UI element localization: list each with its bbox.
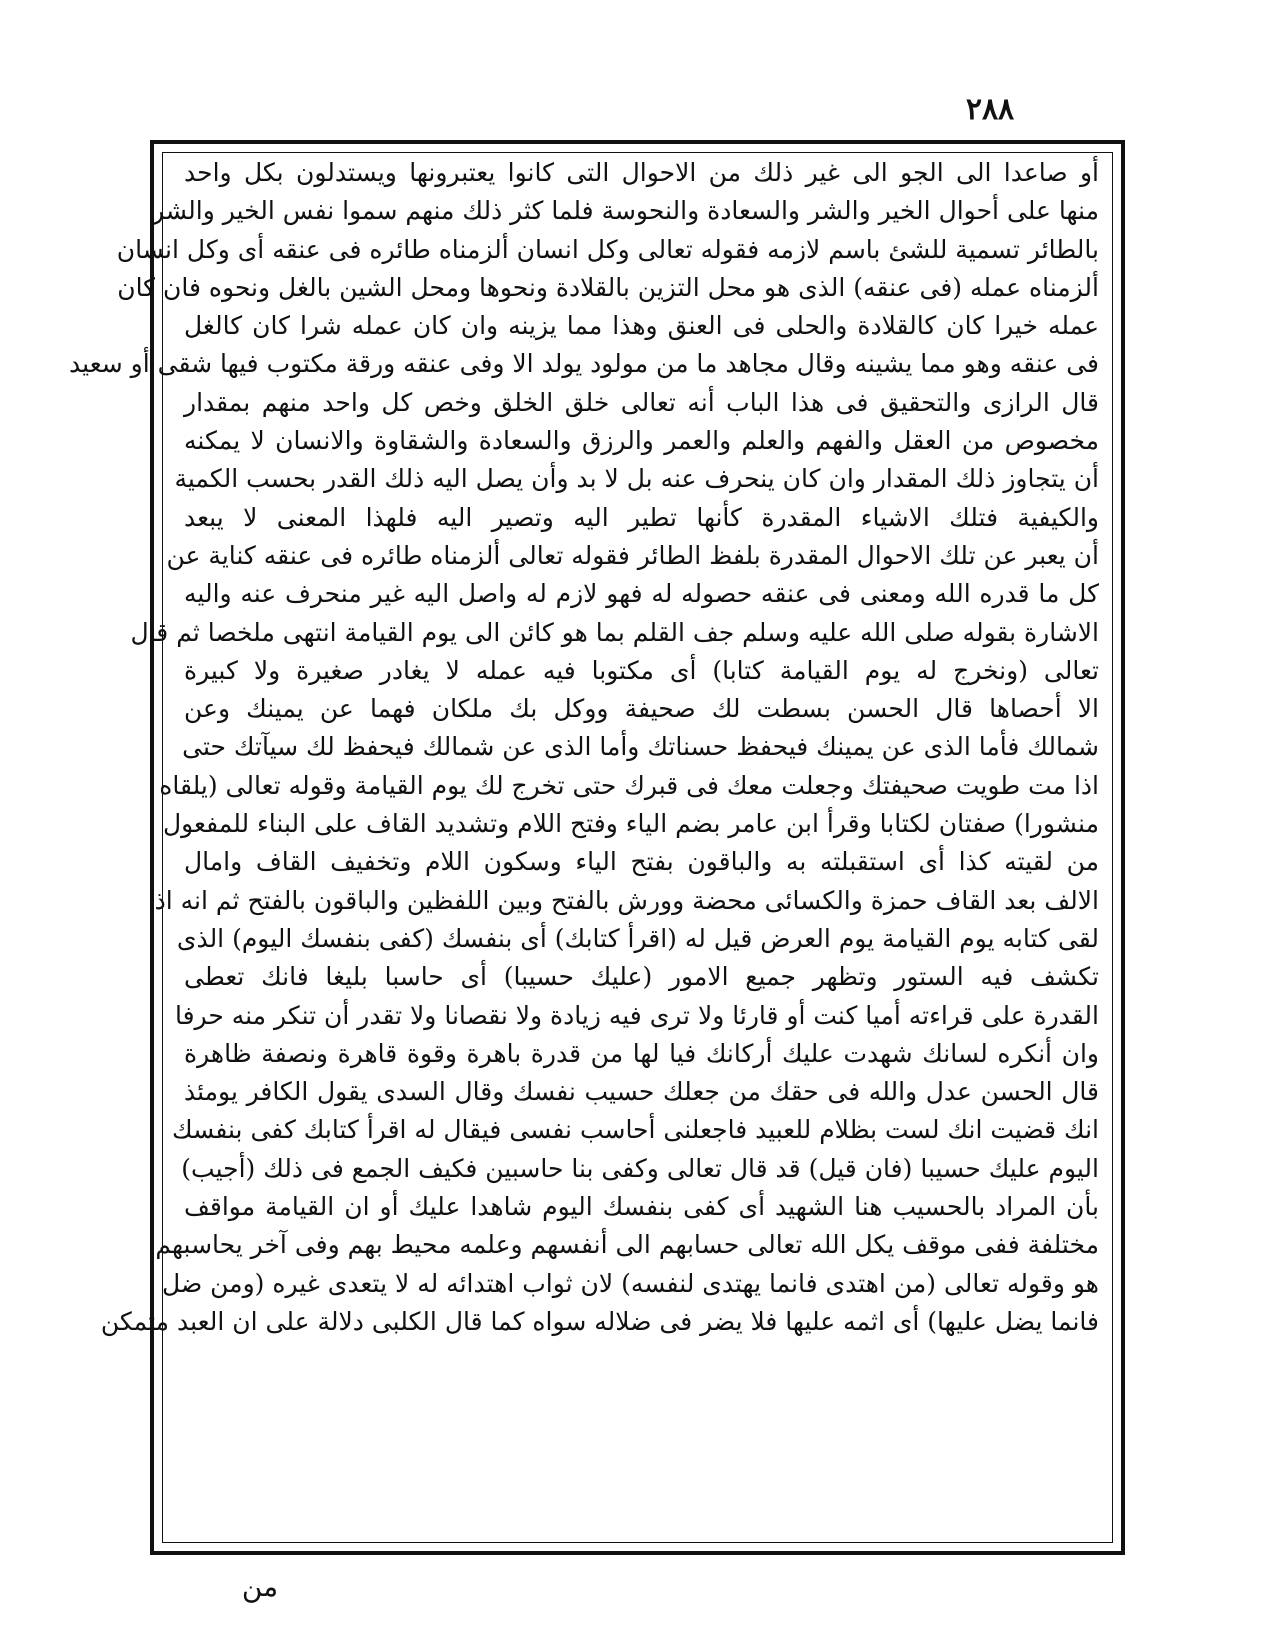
- page-number: ٢٨٨: [965, 92, 1015, 127]
- text-line: لقى كتابه يوم القيامة يوم العرض قيل له (اقرأ كتابك) أى بنفسك (كفى بنفسك اليوم) الذى: [176, 923, 1099, 953]
- catchword: من: [241, 1570, 279, 1603]
- text-line: قال الرازى والتحقيق فى هذا الباب أنه تعالى خلق الخلق وخص كل واحد منهم بمقدار: [184, 387, 1099, 417]
- text-line: هو وقوله تعالى (من اهتدى فانما يهتدى لنفسه) لان ثواب اهتدائه له لا يتعدى غيره (ومن ضل: [162, 1268, 1099, 1298]
- text-line: عمله خيرا كان كالقلادة والحلى فى العنق وهذا مما يزينه وان كان عمله شرا كان كالغل: [184, 311, 1099, 341]
- text-line: منها على أحوال الخير والشر والسعادة والنحوسة فلما كثر ذلك منهم سموا نفس الخير والشر: [152, 196, 1099, 226]
- text-line: بالطائر تسمية للشئ باسم لازمه فقوله تعالى وكل انسان ألزمناه طائره فى عنقه أى وكل انسان: [116, 234, 1099, 264]
- text-line: اذا مت طويت صحيفتك وجعلت معك فى قبرك حتى تخرج لك يوم القيامة وقوله تعالى (يلقاه: [159, 770, 1099, 800]
- text-line: الالف بعد القاف حمزة والكسائى محضة وورش بالفتح وبين اللفظين والباقون بالفتح ثم انه اذا: [147, 885, 1099, 915]
- text-line: الا أحصاها قال الحسن بسطت لك صحيفة ووكل بك ملكان فهما عن يمينك وعن: [184, 694, 1099, 724]
- main-text-block: [69, 154, 1099, 1541]
- text-line: شمالك فأما الذى عن يمينك فيحفظ حسناتك وأما الذى عن شمالك فيحفظ لك سيآتك حتى: [182, 732, 1099, 762]
- text-line: فى عنقه وهو مما يشينه وقال مجاهد ما من مولود يولد الا وفى عنقه ورقة مكتوب فيها شقى أو سعيد: [69, 349, 1099, 379]
- text-line: تعالى (ونخرج له يوم القيامة كتابا) أى مكتوبا فيه عمله لا يغادر صغيرة ولا كبيرة: [184, 655, 1099, 685]
- text-line: انك قضيت انك لست بظلام للعبيد فاجعلنى أحاسب نفسى فيقال له اقرأ كتابك كفى بنفسك: [172, 1115, 1099, 1145]
- text-line: أن يتجاوز ذلك المقدار وان كان ينحرف عنه بل لا بد وأن يصل اليه ذلك القدر بحسب الكمية: [174, 464, 1099, 494]
- page-frame: [69, 140, 1125, 1555]
- text-line: منشورا) صفتان لكتابا وقرأ ابن عامر بضم الياء وفتح اللام وتشديد القاف على البناء للمفعول: [162, 809, 1099, 839]
- text-line: ألزمناه عمله (فى عنقه) الذى هو محل التزين بالقلادة ونحوها ومحل الشين بالغل ونحوه فان كان: [117, 272, 1099, 302]
- text-line: فانما يضل عليها) أى اثمه عليها فلا يضر فى ضلاله سواه كما قال الكلبى دلالة على ان العبد متمكن: [100, 1306, 1099, 1336]
- text-line: تكشف فيه الستور وتظهر جميع الامور (عليك حسيبا) أى حاسبا بليغا فانك تعطى: [184, 962, 1099, 992]
- text-line: القدرة على قراءته أميا كنت أو قارئا ولا ترى فيه زيادة ولا نقصانا ولا تقدر أن تنكر منه حرفا: [174, 1000, 1099, 1030]
- text-line: وان أنكره لسانك شهدت عليك أركانك فيا لها من قدرة باهرة وقوة قاهرة ونصفة ظاهرة: [184, 1038, 1099, 1068]
- text-line: بأن المراد بالحسيب هنا الشهيد أى كفى بنفسك اليوم شاهدا عليك أو ان القيامة مواقف: [184, 1192, 1099, 1222]
- text-line: والكيفية فتلك الاشياء المقدرة كأنها تطير اليه وتصير اليه فلهذا المعنى لا يبعد: [184, 502, 1099, 532]
- text-line: مختلفة ففى موقف يكل الله تعالى حسابهم الى أنفسهم وعلمه محيط بهم وفى آخر يحاسبهم: [155, 1230, 1099, 1260]
- text-line: أن يعبر عن تلك الاحوال المقدرة بلفظ الطائر فقوله تعالى ألزمناه طائره فى عنقه كناية عن: [166, 540, 1099, 570]
- text-line: كل ما قدره الله ومعنى فى عنقه حصوله له فهو لازم له واصل اليه غير منحرف عنه واليه: [184, 579, 1099, 609]
- text-line: الاشارة بقوله صلى الله عليه وسلم جف القلم بما هو كائن الى يوم القيامة انتهى ملخصا ثم قال: [130, 617, 1099, 647]
- text-line: اليوم عليك حسيبا (فان قيل) قد قال تعالى وكفى بنا حاسبين فكيف الجمع فى ذلك (أجيب): [181, 1153, 1099, 1183]
- text-line: مخصوص من العقل والفهم والعلم والعمر والرزق والسعادة والشقاوة والانسان لا يمكنه: [184, 426, 1099, 456]
- text-line: من لقيته كذا أى استقبلته به والباقون بفتح الياء وسكون اللام وتخفيف القاف وامال: [184, 847, 1099, 877]
- text-line: أو صاعدا الى الجو الى غير ذلك من الاحوال التى كانوا يعتبرونها ويستدلون بكل واحد: [184, 158, 1099, 187]
- text-line: قال الحسن عدل والله فى حقك من جعلك حسيب نفسك وقال السدى يقول الكافر يومئذ: [184, 1077, 1099, 1107]
